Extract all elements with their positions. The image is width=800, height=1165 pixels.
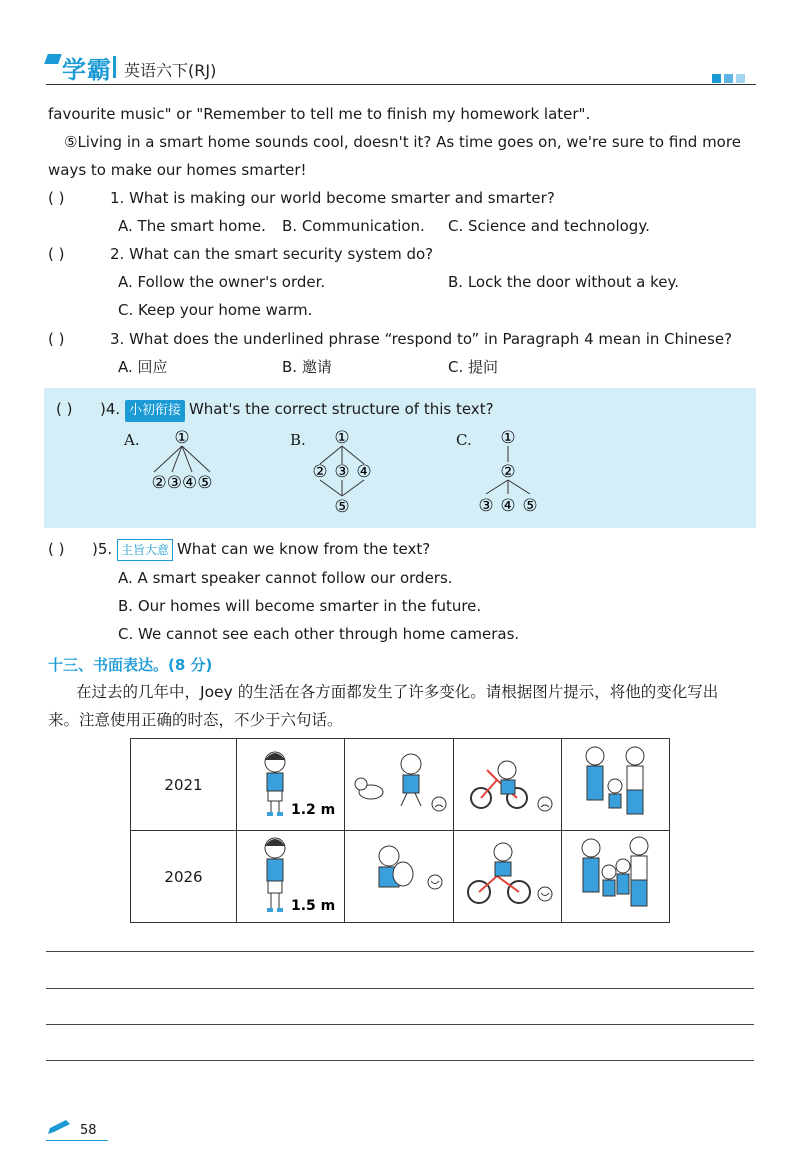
year-cell: 2021 [131,739,237,831]
boy-riding-bike-icon [457,832,557,918]
q5-option-c[interactable]: C. We cannot see each other through home cameras. [118,625,520,643]
answer-blank[interactable]: ( ) [48,540,65,558]
cell-height-2021 [237,739,345,831]
node-2: ② [500,462,516,482]
header-divider [113,56,116,78]
node-4: ④ [500,496,516,516]
answer-blank[interactable]: ( ) [48,330,65,348]
family-icon [565,832,665,918]
node-1: ① [174,428,190,448]
question-5: )5. 主旨大意 What can we know from the text? [92,539,430,561]
cell-dog-chase [345,739,453,831]
family-icon [565,740,665,826]
question-3: 3. What does the underlined phrase “respond to” in Paragraph 4 mean in Chinese? [110,330,733,348]
q1-option-b[interactable]: B. Communication. [282,217,425,235]
writing-line[interactable] [46,1024,754,1025]
picture-table [130,738,670,923]
node-5: ⑤ [522,496,538,516]
table-row [131,831,670,923]
boy-holding-dog-icon [349,832,449,918]
passage-line: ways to make our homes smarter! [48,161,307,179]
q2-option-a[interactable]: A. Follow the owner's order. [118,273,326,291]
passage-line: favourite music" or "Remember to tell me to finish my homework later". [48,105,591,123]
page-number: 58 [80,1123,97,1138]
cell-dog-hug [345,831,453,923]
cell-bike-fall [453,739,561,831]
instruction-line: 来。注意使用正确的时态，不少于六句话。 [48,711,343,729]
graduation-cap-icon [44,54,62,64]
question-2: 2. What can the smart security system do? [110,245,434,263]
question-1: 1. What is making our world become smarter and smarter? [110,189,555,207]
q3-option-a[interactable]: A. 回应 [118,358,168,376]
node-1: ① [334,428,350,448]
year-cell: 2026 [131,831,237,923]
q5-option-b[interactable]: B. Our homes will become smarter in the future. [118,597,482,615]
boy-running-dog-icon [349,740,449,826]
node-2: ② [312,462,328,482]
cell-family [561,739,669,831]
tag-main-idea: 主旨大意 [117,539,173,561]
structure-diagram-a [140,424,230,496]
q5-option-a[interactable]: A. A smart speaker cannot follow our orders. [118,569,453,587]
section-title: 十三、书面表达。(8 分) [48,656,213,674]
q2-option-c[interactable]: C. Keep your home warm. [118,301,313,319]
header-rule [46,84,756,85]
book-title: 英语六下(RJ) [124,61,217,80]
writing-line[interactable] [46,1060,754,1061]
q2-option-b[interactable]: B. Lock the door without a key. [448,273,679,291]
brand-logo [46,50,112,85]
cell-height-2026 [237,831,345,923]
q1-option-a[interactable]: A. The smart home. [118,217,266,235]
cell-bike-ride [453,831,561,923]
instruction-line: 在过去的几年中，Joey 的生活在各方面都发生了许多变化。请根据图片提示，将他的变化写出 [76,683,719,701]
boy-standing-icon [241,740,341,826]
q4-option-a[interactable]: A. [124,431,140,449]
node-3: ③ [334,462,350,482]
tag-xiaochu: 小初衔接 [125,400,185,422]
height-label: 1.5 m [290,897,335,914]
footer-rule [46,1140,108,1141]
answer-blank[interactable]: ( ) [48,189,65,207]
table-row [131,739,670,831]
node-1: ① [500,428,516,448]
logo-text: 学霸 [62,56,112,84]
height-label: 1.2 m [290,801,335,818]
boy-standing-icon [241,832,341,918]
writing-line[interactable] [46,951,754,952]
q3-option-b[interactable]: B. 邀请 [282,358,332,376]
answer-blank[interactable]: ( ) [56,400,73,418]
passage-line: ⑤Living in a smart home sounds cool, doesn't it? As time goes on, we're sure to find more [64,133,741,151]
structure-diagram-b [304,424,384,516]
pencil-icon [46,1118,74,1136]
q4-option-b[interactable]: B. [290,431,306,449]
q4-option-c[interactable]: C. [456,431,472,449]
question-4: )4. 小初衔接 What's the correct structure of this text? [100,399,494,422]
answer-blank[interactable]: ( ) [48,245,65,263]
writing-line[interactable] [46,988,754,989]
structure-diagram-c [470,424,550,516]
q1-option-c[interactable]: C. Science and technology. [448,217,650,235]
boy-falling-bike-icon [457,740,557,826]
node-3: ③ [478,496,494,516]
node-4: ④ [356,462,372,482]
cell-family [561,831,669,923]
node-row: ②③④⑤ [151,473,213,493]
node-5: ⑤ [334,497,350,516]
q3-option-c[interactable]: C. 提问 [448,358,499,376]
